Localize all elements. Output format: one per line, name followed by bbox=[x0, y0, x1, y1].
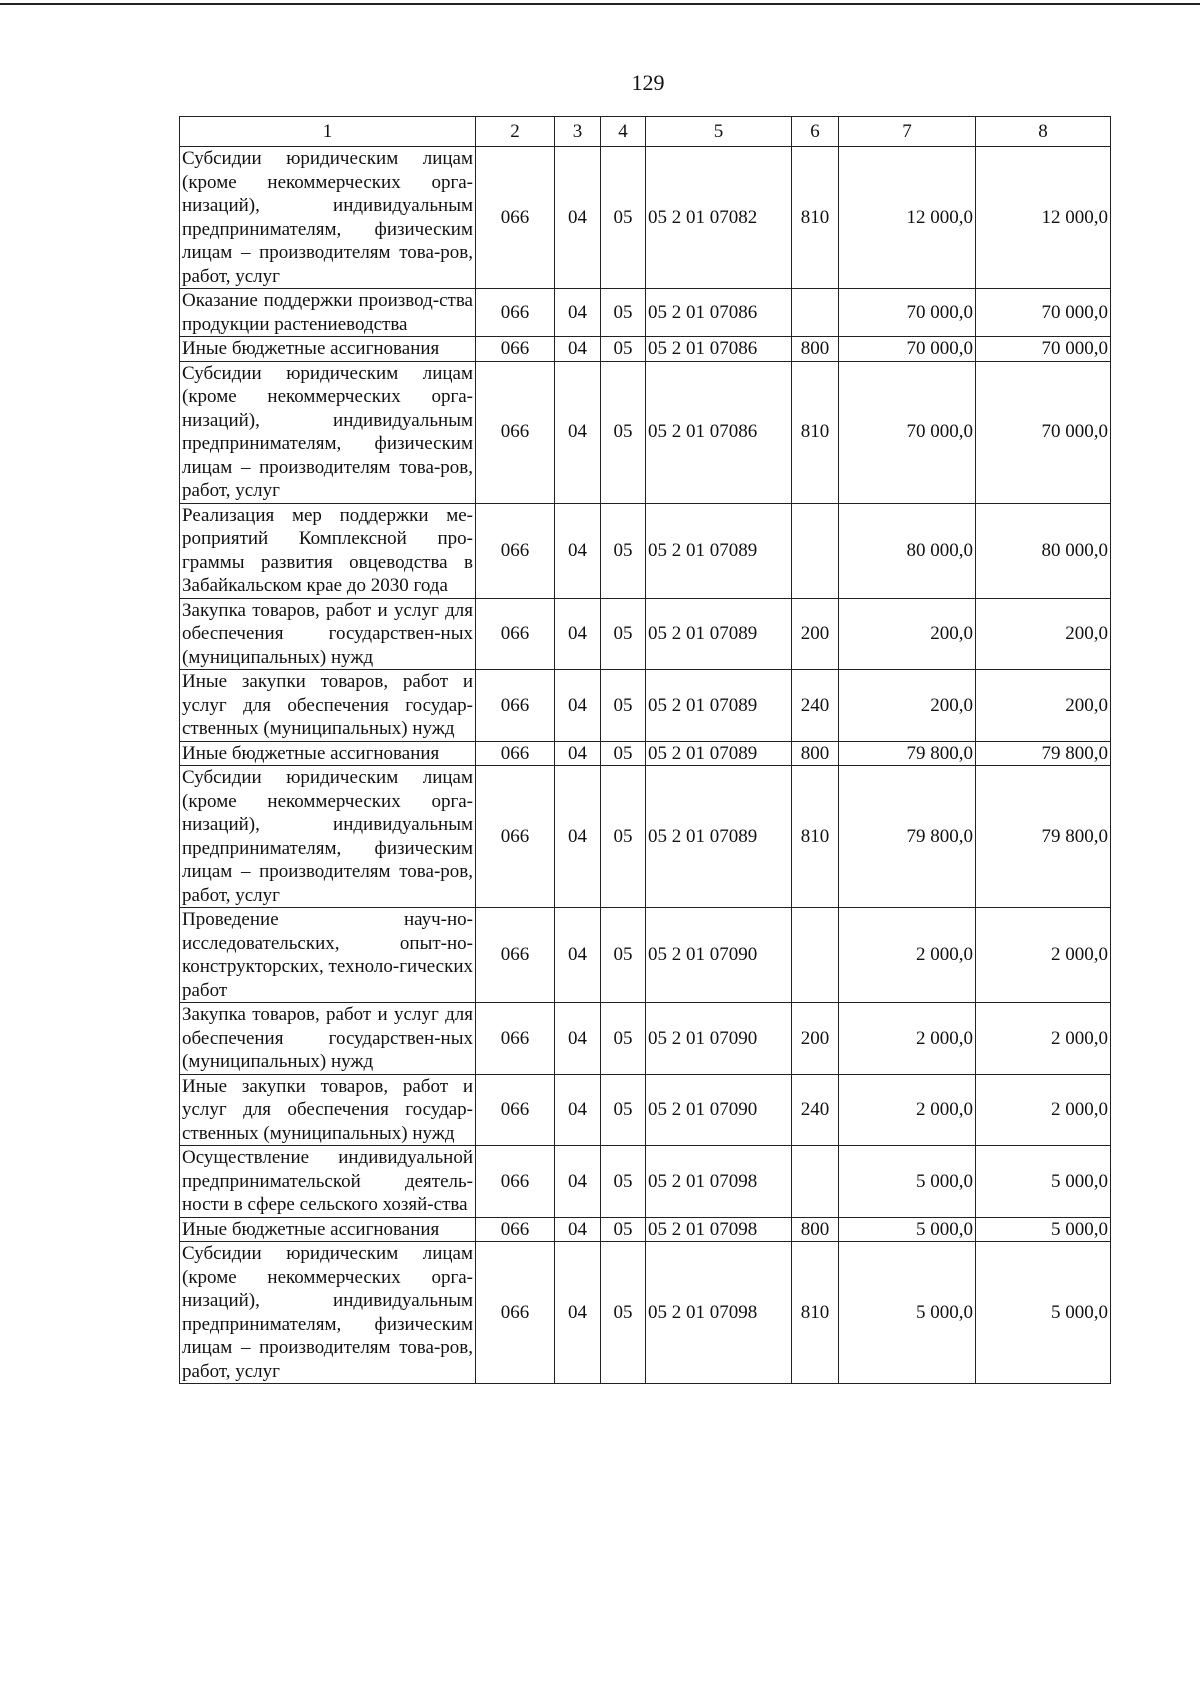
table-body bbox=[180, 147, 1111, 1384]
admin-code-cell: 066 bbox=[476, 147, 555, 289]
row-name-cell: Субсидии юридическим лицам (кроме некоммерческих орга-низаций), индивидуальным предпринимателям, физическим лицам – производителям това-ров, работ, услуг bbox=[180, 1242, 476, 1384]
expense-type-cell: 200 bbox=[792, 598, 839, 670]
table-row bbox=[180, 1146, 1111, 1218]
admin-code-cell: 066 bbox=[476, 1003, 555, 1075]
section-code-cell: 04 bbox=[555, 1003, 601, 1075]
row-name-cell: Осуществление индивидуальной предпринимательской деятель-ности в сфере сельского хозяй-ства bbox=[180, 1146, 476, 1218]
admin-code-cell: 066 bbox=[476, 598, 555, 670]
amount-cell-8: 2 000,0 bbox=[976, 908, 1111, 1003]
amount-cell-8: 79 800,0 bbox=[976, 741, 1111, 766]
admin-code-cell: 066 bbox=[476, 766, 555, 908]
section-code-cell: 04 bbox=[555, 598, 601, 670]
amount-cell-7: 2 000,0 bbox=[839, 1003, 976, 1075]
row-name-cell: Закупка товаров, работ и услуг для обеспечения государствен-ных (муниципальных) нужд bbox=[180, 598, 476, 670]
section-code-cell: 04 bbox=[555, 741, 601, 766]
expense-type-cell: 800 bbox=[792, 741, 839, 766]
target-article-cell: 05 2 01 07089 bbox=[646, 598, 792, 670]
table-row bbox=[180, 598, 1111, 670]
column-header-2: 2 bbox=[476, 117, 555, 147]
admin-code-cell: 066 bbox=[476, 1146, 555, 1218]
expense-type-cell: 200 bbox=[792, 1003, 839, 1075]
subsection-code-cell: 05 bbox=[601, 337, 646, 362]
section-code-cell: 04 bbox=[555, 1146, 601, 1218]
expense-type-cell bbox=[792, 503, 839, 598]
row-name-cell: Иные бюджетные ассигнования bbox=[180, 337, 476, 362]
subsection-code-cell: 05 bbox=[601, 147, 646, 289]
target-article-cell: 05 2 01 07086 bbox=[646, 289, 792, 337]
expense-type-cell: 810 bbox=[792, 766, 839, 908]
expense-type-cell: 800 bbox=[792, 1217, 839, 1242]
row-name-cell: Иные бюджетные ассигнования bbox=[180, 1217, 476, 1242]
admin-code-cell: 066 bbox=[476, 1242, 555, 1384]
amount-cell-7: 70 000,0 bbox=[839, 361, 976, 503]
admin-code-cell: 066 bbox=[476, 908, 555, 1003]
amount-cell-8: 2 000,0 bbox=[976, 1074, 1111, 1146]
subsection-code-cell: 05 bbox=[601, 741, 646, 766]
target-article-cell: 05 2 01 07089 bbox=[646, 741, 792, 766]
amount-cell-7: 70 000,0 bbox=[839, 289, 976, 337]
table-row bbox=[180, 337, 1111, 362]
row-name-cell: Оказание поддержки производ-ства продукции растениеводства bbox=[180, 289, 476, 337]
column-header-4: 4 bbox=[601, 117, 646, 147]
section-code-cell: 04 bbox=[555, 766, 601, 908]
subsection-code-cell: 05 bbox=[601, 503, 646, 598]
table-row bbox=[180, 1217, 1111, 1242]
table-row bbox=[180, 908, 1111, 1003]
amount-cell-7: 12 000,0 bbox=[839, 147, 976, 289]
admin-code-cell: 066 bbox=[476, 361, 555, 503]
amount-cell-8: 70 000,0 bbox=[976, 337, 1111, 362]
table-header bbox=[180, 117, 1111, 147]
amount-cell-7: 79 800,0 bbox=[839, 741, 976, 766]
subsection-code-cell: 05 bbox=[601, 766, 646, 908]
amount-cell-8: 2 000,0 bbox=[976, 1003, 1111, 1075]
section-code-cell: 04 bbox=[555, 908, 601, 1003]
table-row bbox=[180, 147, 1111, 289]
expense-type-cell: 240 bbox=[792, 1074, 839, 1146]
amount-cell-7: 70 000,0 bbox=[839, 337, 976, 362]
row-name-cell: Субсидии юридическим лицам (кроме некоммерческих орга-низаций), индивидуальным предпринимателям, физическим лицам – производителям това-ров, работ, услуг bbox=[180, 361, 476, 503]
target-article-cell: 05 2 01 07098 bbox=[646, 1242, 792, 1384]
target-article-cell: 05 2 01 07089 bbox=[646, 766, 792, 908]
column-header-7: 7 bbox=[839, 117, 976, 147]
subsection-code-cell: 05 bbox=[601, 670, 646, 742]
page-number: 129 bbox=[631, 70, 665, 95]
row-name-cell: Субсидии юридическим лицам (кроме некоммерческих орга-низаций), индивидуальным предпринимателям, физическим лицам – производителям това-ров, работ, услуг bbox=[180, 147, 476, 289]
table-row bbox=[180, 503, 1111, 598]
target-article-cell: 05 2 01 07098 bbox=[646, 1217, 792, 1242]
top-border-line bbox=[0, 3, 1200, 5]
admin-code-cell: 066 bbox=[476, 503, 555, 598]
target-article-cell: 05 2 01 07082 bbox=[646, 147, 792, 289]
expense-type-cell: 810 bbox=[792, 1242, 839, 1384]
amount-cell-7: 2 000,0 bbox=[839, 1074, 976, 1146]
section-code-cell: 04 bbox=[555, 289, 601, 337]
target-article-cell: 05 2 01 07086 bbox=[646, 361, 792, 503]
row-name-cell: Субсидии юридическим лицам (кроме некоммерческих орга-низаций), индивидуальным предпринимателям, физическим лицам – производителям това-ров, работ, услуг bbox=[180, 766, 476, 908]
subsection-code-cell: 05 bbox=[601, 598, 646, 670]
table-row bbox=[180, 670, 1111, 742]
table-row bbox=[180, 1003, 1111, 1075]
amount-cell-8: 5 000,0 bbox=[976, 1146, 1111, 1218]
subsection-code-cell: 05 bbox=[601, 1242, 646, 1384]
amount-cell-8: 80 000,0 bbox=[976, 503, 1111, 598]
expense-type-cell: 800 bbox=[792, 337, 839, 362]
section-code-cell: 04 bbox=[555, 361, 601, 503]
table-row bbox=[180, 289, 1111, 337]
subsection-code-cell: 05 bbox=[601, 908, 646, 1003]
amount-cell-7: 200,0 bbox=[839, 598, 976, 670]
amount-cell-8: 79 800,0 bbox=[976, 766, 1111, 908]
admin-code-cell: 066 bbox=[476, 1074, 555, 1146]
table-row bbox=[180, 1242, 1111, 1384]
section-code-cell: 04 bbox=[555, 670, 601, 742]
section-code-cell: 04 bbox=[555, 1217, 601, 1242]
amount-cell-7: 2 000,0 bbox=[839, 908, 976, 1003]
expense-type-cell bbox=[792, 1146, 839, 1218]
row-name-cell: Иные закупки товаров, работ и услуг для обеспечения государ-ственных (муниципальных) нужд bbox=[180, 1074, 476, 1146]
admin-code-cell: 066 bbox=[476, 337, 555, 362]
amount-cell-7: 79 800,0 bbox=[839, 766, 976, 908]
admin-code-cell: 066 bbox=[476, 289, 555, 337]
expense-type-cell bbox=[792, 908, 839, 1003]
subsection-code-cell: 05 bbox=[601, 1074, 646, 1146]
subsection-code-cell: 05 bbox=[601, 1217, 646, 1242]
amount-cell-7: 200,0 bbox=[839, 670, 976, 742]
target-article-cell: 05 2 01 07089 bbox=[646, 670, 792, 742]
row-name-cell: Иные закупки товаров, работ и услуг для обеспечения государ-ственных (муниципальных) нужд bbox=[180, 670, 476, 742]
column-header-3: 3 bbox=[555, 117, 601, 147]
subsection-code-cell: 05 bbox=[601, 361, 646, 503]
row-name-cell: Проведение науч-но-исследовательских, опыт-но-конструкторских, техноло-гических работ bbox=[180, 908, 476, 1003]
amount-cell-7: 5 000,0 bbox=[839, 1217, 976, 1242]
target-article-cell: 05 2 01 07086 bbox=[646, 337, 792, 362]
row-name-cell: Иные бюджетные ассигнования bbox=[180, 741, 476, 766]
expense-type-cell: 810 bbox=[792, 147, 839, 289]
row-name-cell: Реализация мер поддержки ме-роприятий Комплексной про-граммы развития овцеводства в Забайкальском крае до 2030 года bbox=[180, 503, 476, 598]
column-header-1: 1 bbox=[180, 117, 476, 147]
amount-cell-8: 200,0 bbox=[976, 598, 1111, 670]
table-row bbox=[180, 741, 1111, 766]
admin-code-cell: 066 bbox=[476, 1217, 555, 1242]
admin-code-cell: 066 bbox=[476, 670, 555, 742]
target-article-cell: 05 2 01 07089 bbox=[646, 503, 792, 598]
admin-code-cell: 066 bbox=[476, 741, 555, 766]
expense-type-cell bbox=[792, 289, 839, 337]
target-article-cell: 05 2 01 07090 bbox=[646, 908, 792, 1003]
amount-cell-8: 12 000,0 bbox=[976, 147, 1111, 289]
table-row bbox=[180, 766, 1111, 908]
section-code-cell: 04 bbox=[555, 1074, 601, 1146]
column-header-8: 8 bbox=[976, 117, 1111, 147]
amount-cell-8: 5 000,0 bbox=[976, 1242, 1111, 1384]
amount-cell-7: 5 000,0 bbox=[839, 1242, 976, 1384]
amount-cell-7: 80 000,0 bbox=[839, 503, 976, 598]
expense-type-cell: 810 bbox=[792, 361, 839, 503]
column-header-6: 6 bbox=[792, 117, 839, 147]
subsection-code-cell: 05 bbox=[601, 289, 646, 337]
table-row bbox=[180, 361, 1111, 503]
section-code-cell: 04 bbox=[555, 503, 601, 598]
budget-table bbox=[179, 116, 1111, 1384]
amount-cell-8: 200,0 bbox=[976, 670, 1111, 742]
amount-cell-8: 70 000,0 bbox=[976, 289, 1111, 337]
header-row bbox=[180, 117, 1111, 147]
target-article-cell: 05 2 01 07090 bbox=[646, 1074, 792, 1146]
column-header-5: 5 bbox=[646, 117, 792, 147]
target-article-cell: 05 2 01 07098 bbox=[646, 1146, 792, 1218]
section-code-cell: 04 bbox=[555, 1242, 601, 1384]
amount-cell-8: 70 000,0 bbox=[976, 361, 1111, 503]
amount-cell-8: 5 000,0 bbox=[976, 1217, 1111, 1242]
subsection-code-cell: 05 bbox=[601, 1146, 646, 1218]
row-name-cell: Закупка товаров, работ и услуг для обеспечения государствен-ных (муниципальных) нужд bbox=[180, 1003, 476, 1075]
target-article-cell: 05 2 01 07090 bbox=[646, 1003, 792, 1075]
section-code-cell: 04 bbox=[555, 337, 601, 362]
subsection-code-cell: 05 bbox=[601, 1003, 646, 1075]
section-code-cell: 04 bbox=[555, 147, 601, 289]
table-row bbox=[180, 1074, 1111, 1146]
amount-cell-7: 5 000,0 bbox=[839, 1146, 976, 1218]
expense-type-cell: 240 bbox=[792, 670, 839, 742]
